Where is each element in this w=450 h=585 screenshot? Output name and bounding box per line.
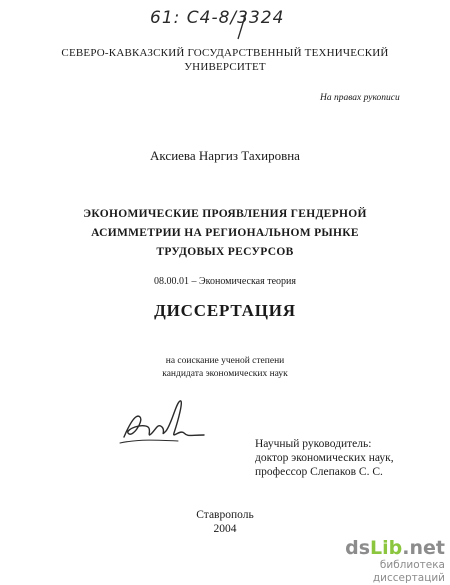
manuscript-rights-note: На правах рукописи <box>320 93 400 103</box>
supervisor-line-2: доктор экономических наук, <box>255 452 394 464</box>
author-signature <box>118 393 208 453</box>
university-line-2: УНИВЕРСИТЕТ <box>184 61 266 73</box>
city-year <box>0 508 450 536</box>
title-line-2: АСИММЕТРИИ НА РЕГИОНАЛЬНОМ РЫНКЕ <box>91 227 359 239</box>
watermark-subtitle: библиотека диссертаций <box>372 559 445 584</box>
dslib-watermark <box>320 537 445 585</box>
logo-lib: Lib <box>370 537 403 559</box>
watermark-logo <box>320 537 445 559</box>
logo-ds: ds <box>345 537 371 559</box>
specialty-code: 08.00.01 – Экономическая теория <box>154 276 296 287</box>
logo-net: .net <box>402 537 445 559</box>
handwritten-archive-code: 61: С4-8/3324 <box>150 8 285 28</box>
handwritten-slash <box>236 12 248 40</box>
supervisor-line-3: профессор Слепаков С. С. <box>255 466 383 478</box>
degree-line-2: кандидата экономических наук <box>162 369 288 379</box>
document-type-heading: ДИССЕРТАЦИЯ <box>154 301 296 320</box>
university-line-1: СЕВЕРО-КАВКАЗСКИЙ ГОСУДАРСТВЕННЫЙ ТЕХНИЧЕСКИЙ <box>61 47 389 59</box>
author-name: Аксиева Наргиз Тахировна <box>150 148 300 163</box>
year: 2004 <box>213 523 237 535</box>
supervisor-block <box>255 437 394 479</box>
city: Ставрополь <box>196 509 254 521</box>
university-name <box>0 46 450 74</box>
degree-info <box>0 355 450 381</box>
degree-line-1: на соискание ученой степени <box>165 356 285 366</box>
supervisor-line-1: Научный руководитель: <box>255 438 372 450</box>
dissertation-title <box>0 205 450 262</box>
title-line-3: ТРУДОВЫХ РЕСУРСОВ <box>156 246 294 258</box>
title-line-1: ЭКОНОМИЧЕСКИЕ ПРОЯВЛЕНИЯ ГЕНДЕРНОЙ <box>83 208 367 220</box>
